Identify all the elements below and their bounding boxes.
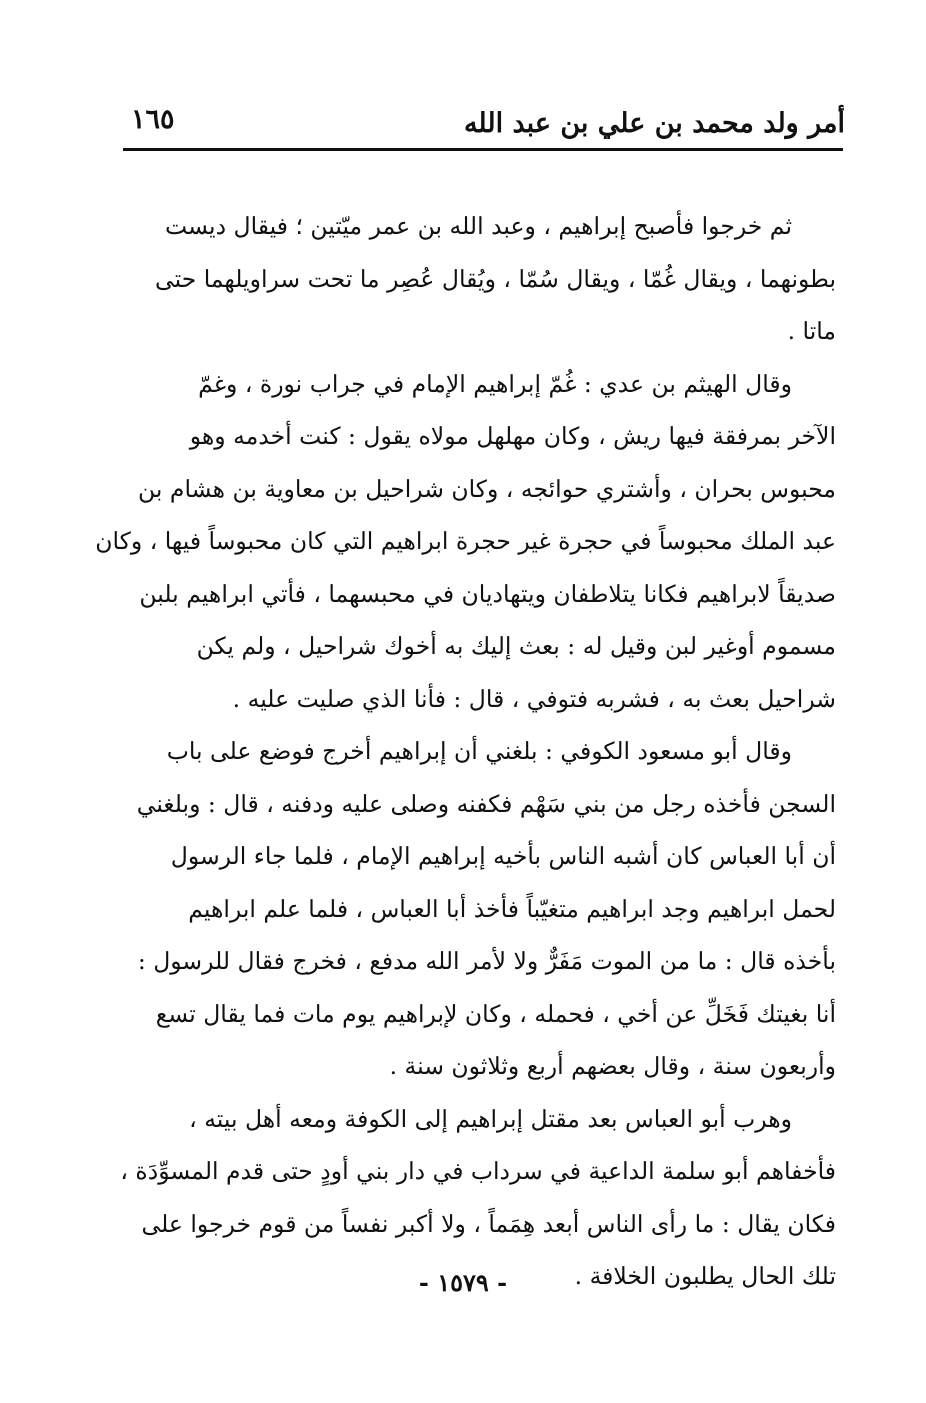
text-line: أن أبا العباس كان أشبه الناس بأخيه إبراهيم الإمام ، فلما جاء الرسول bbox=[170, 842, 836, 870]
text-line: السجن فأخذه رجل من بني سَهْم فكفنه وصلى عليه ودفنه ، قال : وبلغني bbox=[136, 789, 836, 818]
text-line: ماتا . bbox=[787, 317, 836, 345]
text-line: وقال أبو مسعود الكوفي : بلغني أن إبراهيم أخرج فوضع على باب bbox=[166, 737, 792, 765]
text-line: لحمل ابراهيم وجد ابراهيم متغيّباً فأخذ أبا العباس ، فلما علم ابراهيم bbox=[188, 894, 836, 923]
text-line: فأخفاهم أبو سلمة الداعية في سرداب في دار بني أودٍ حتى قدم المسوِّدَة ، bbox=[120, 1157, 836, 1185]
header-divider bbox=[123, 148, 843, 151]
text-line: بطونهما ، ويقال غُمّا ، ويقال سُمّا ، ويُقال عُصِر ما تحت سراويلهما حتى bbox=[155, 264, 836, 293]
chapter-title: أمر ولد محمد بن علي بن عبد الله bbox=[463, 108, 845, 139]
text-line: وهرب أبو العباس بعد مقتل إبراهيم إلى الكوفة ومعه أهل بيته ، bbox=[189, 1104, 792, 1133]
folio-number: - ١٥٧٩ - bbox=[418, 1268, 508, 1297]
text-line: تلك الحال يطلبون الخلافة . bbox=[574, 1262, 836, 1290]
text-line: ثم خرجوا فأصبح إبراهيم ، وعبد الله بن عمر ميّتين ؛ فيقال ديست bbox=[165, 212, 792, 240]
text-line: محبوس بحران ، وأشتري حوائجه ، وكان شراحيل بن معاوية بن هشام بن bbox=[138, 474, 836, 503]
text-line: عبد الملك محبوساً في حجرة غير حجرة ابراهيم التي كان محبوساً فيها ، وكان bbox=[95, 527, 836, 555]
text-line: مسموم أوغير لبن وقيل له : بعث إليك به أخوك شراحيل ، ولم يكن bbox=[196, 632, 836, 660]
text-line: وقال الهيثم بن عدي : غُمّ إبراهيم الإمام في جراب نورة ، وغمّ bbox=[198, 369, 792, 398]
paragraph-1 bbox=[118, 200, 836, 358]
text-line: وأربعون سنة ، وقال بعضهم أربع وثلاثون سنة . bbox=[389, 1052, 836, 1080]
text-line: بأخذه قال : ما من الموت مَفَرٌّ ولا لأمر الله مدفع ، فخرج فقال للرسول : bbox=[137, 947, 836, 975]
body-text bbox=[95, 200, 836, 1303]
paragraph-2 bbox=[95, 358, 836, 726]
text-line: شراحيل بعث به ، فشربه فتوفي ، قال : فأنا الذي صليت عليه . bbox=[232, 684, 836, 713]
text-line: أنا بغيتك فَخَلِّ عن أخي ، فحمله ، وكان لإبراهيم يوم مات فما يقال تسع bbox=[155, 999, 836, 1028]
text-line: الآخر بمرفقة فيها ريش ، وكان مهلهل مولاه يقول : كنت أخدمه وهو bbox=[189, 422, 836, 450]
text-line: فكان يقال : ما رأى الناس أبعد هِمَماً ، ولا أكبر نفساً من قوم خرجوا على bbox=[141, 1209, 836, 1238]
running-header bbox=[123, 98, 845, 148]
page-number: ١٦٥ bbox=[131, 104, 175, 135]
text-line: صديقاً لابراهيم فكانا يتلاطفان ويتهاديان في محبسهما ، فأتي ابراهيم بلبن bbox=[139, 579, 836, 608]
paragraph-3 bbox=[118, 725, 836, 1093]
